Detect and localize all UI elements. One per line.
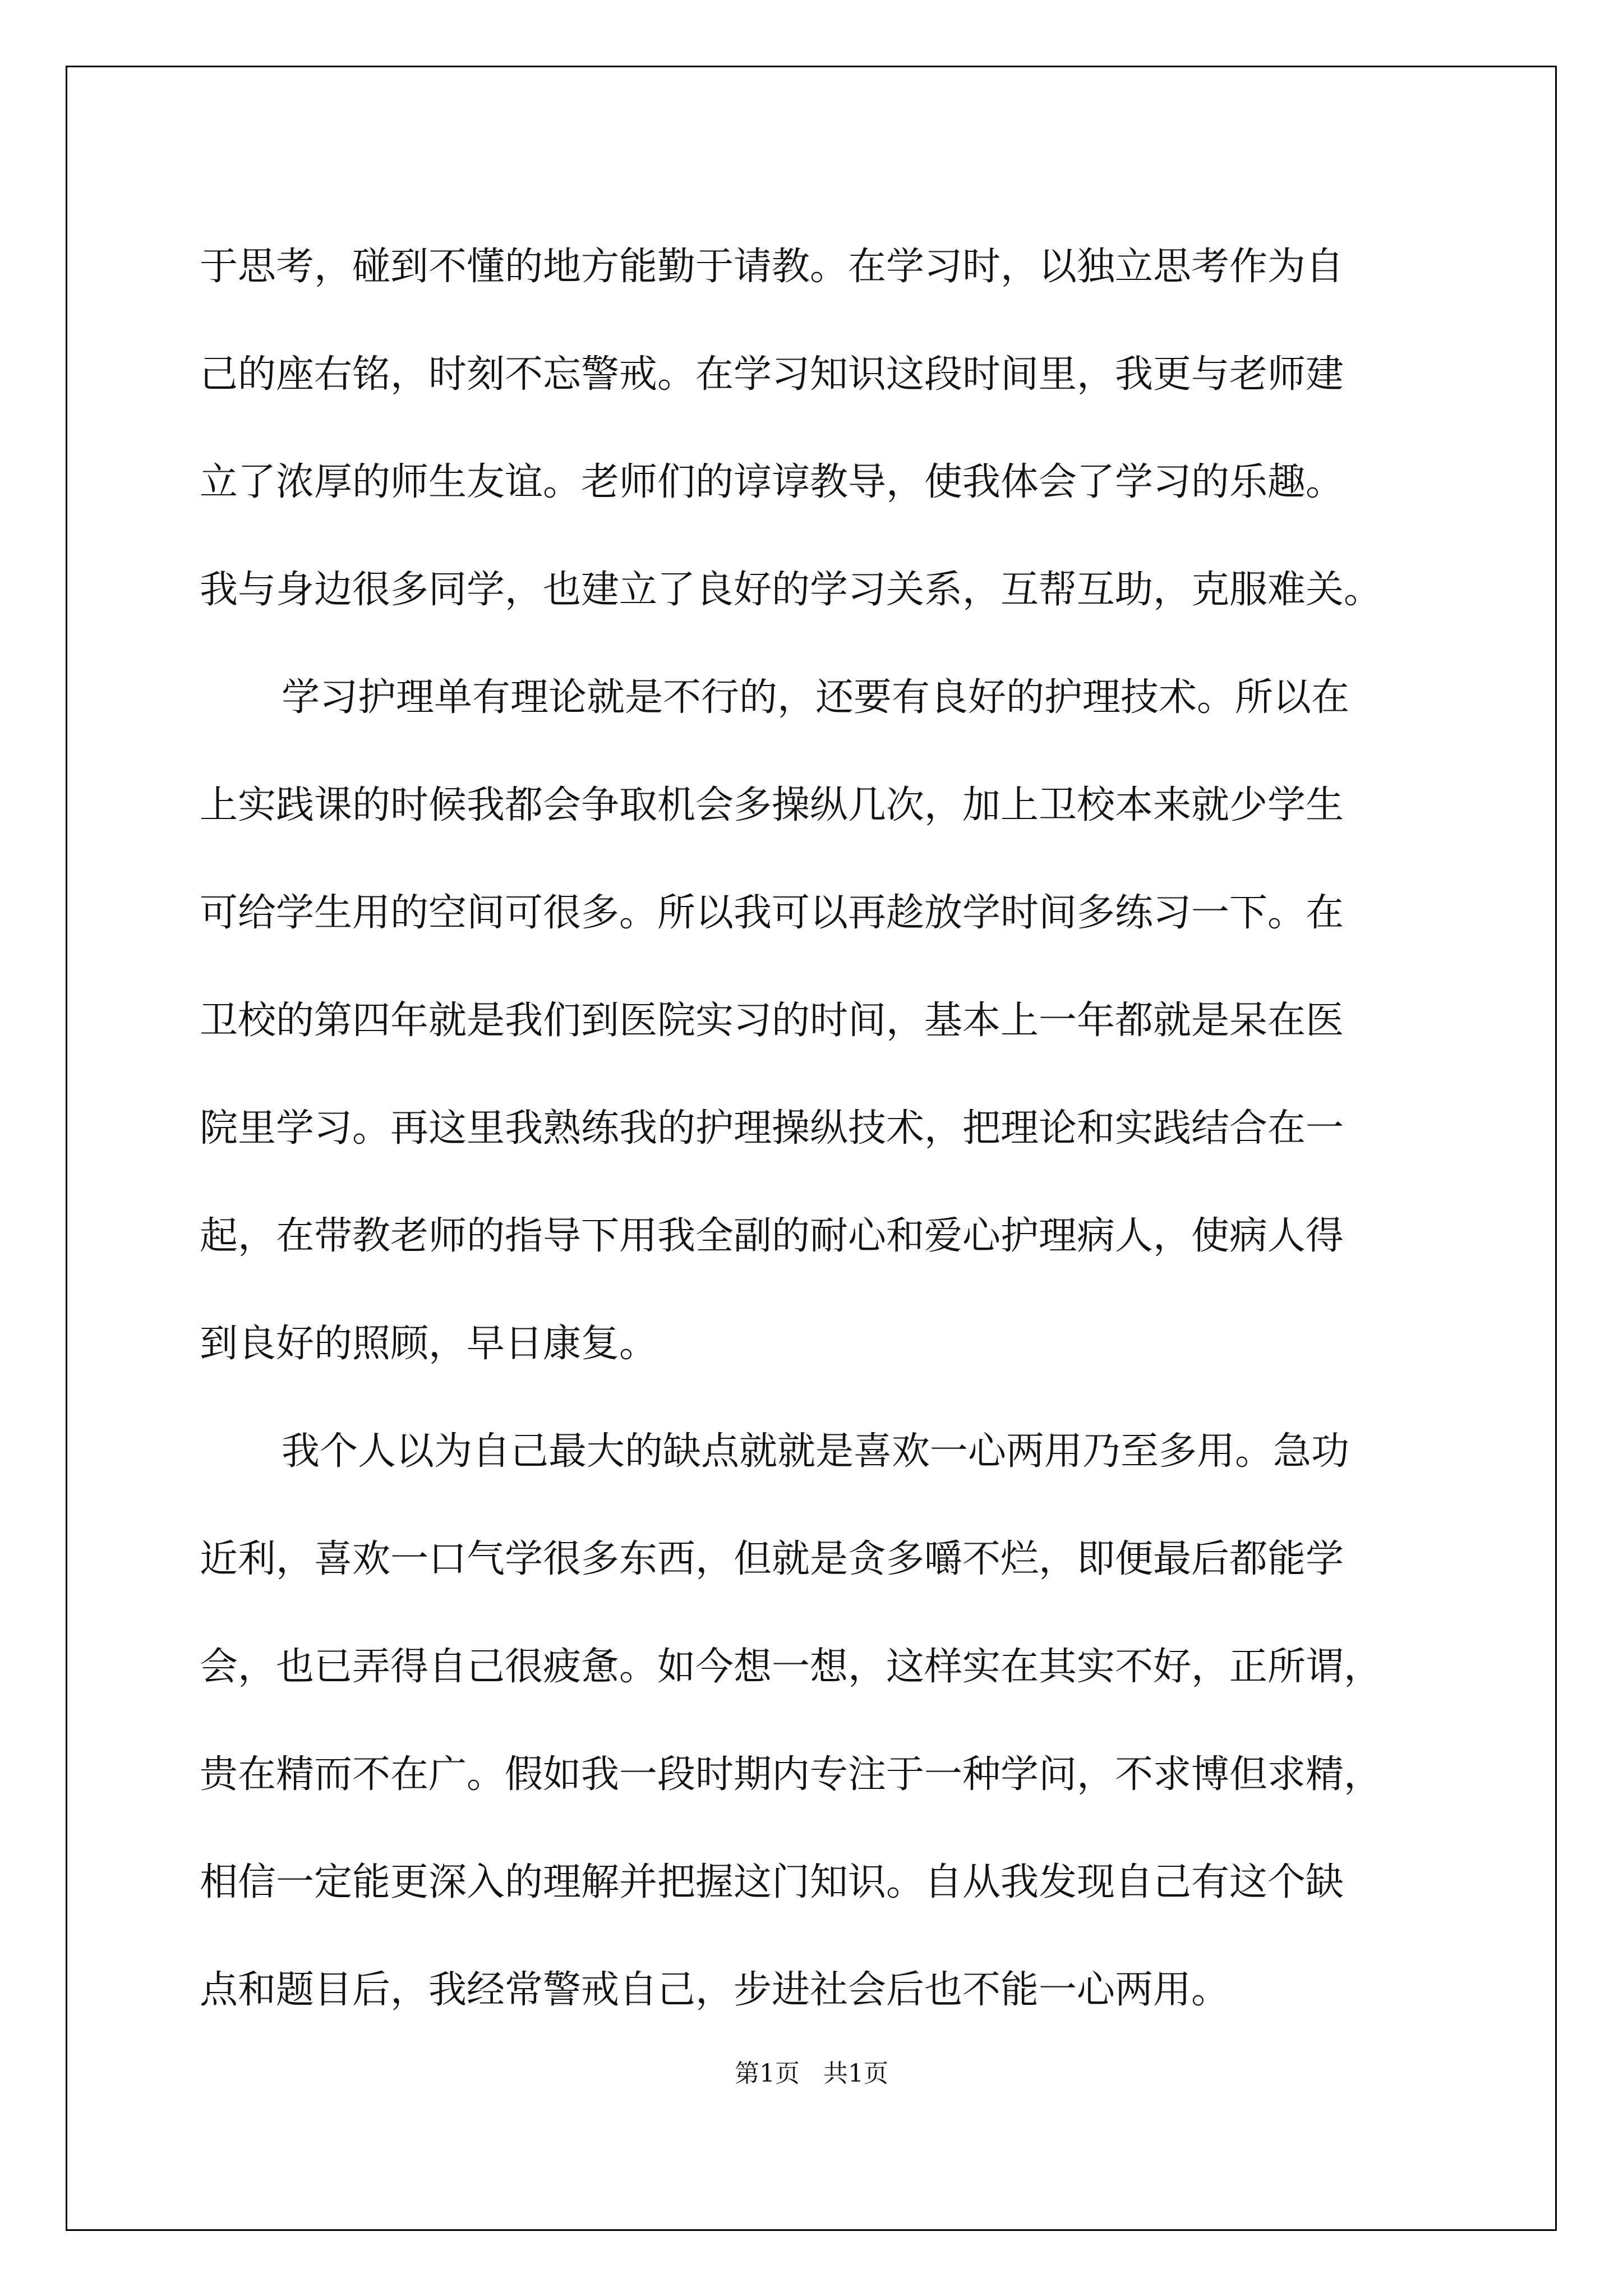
text-line: 相信一定能更深入的理解并把握这门知识。自从我发现自己有这个缺 [200,1860,1344,1904]
text-line: 点和题目后，我经常警戒自己，步进社会后也不能一心两用。 [200,1968,1230,2012]
text-line: 起，在带教老师的指导下用我全副的耐心和爱心护理病人，使病人得 [200,1214,1344,1258]
text-line: 立了浓厚的师生友谊。老师们的谆谆教导，使我体会了学习的乐趣。 [200,460,1344,504]
text-line: 上实践课的时候我都会争取机会多操纵几次，加上卫校本来就少学生 [200,783,1344,827]
text-line: 近利，喜欢一口气学很多东西，但就是贪多嚼不烂，即便最后都能学 [200,1537,1344,1581]
text-line: 学习护理单有理论就是不行的，还要有良好的护理技术。所以在 [282,675,1350,720]
text-line: 卫校的第四年就是我们到医院实习的时间，基本上一年都就是呆在医 [200,999,1344,1043]
text-line: 我个人以为自己最大的缺点就就是喜欢一心两用乃至多用。急功 [282,1429,1350,1474]
page-number-footer: 第1页 共1页 [735,2059,888,2088]
text-line: 到良好的照顾，早日康复。 [200,1322,658,1366]
text-line: 我与身边很多同学，也建立了良好的学习关系，互帮互助，克服难关。 [200,568,1382,612]
text-line: 院里学习。再这里我熟练我的护理操纵技术，把理论和实践结合在一 [200,1106,1344,1151]
document-body [200,213,1433,2044]
text-line: 于思考，碰到不懂的地方能勤于请教。在学习时，以独立思考作为自 [200,245,1344,289]
text-line: 贵在精而不在广。假如我一段时期内专注于一种学问，不求博但求精， [200,1752,1382,1797]
text-line: 可给学生用的空间可很多。所以我可以再趁放学时间多练习一下。在 [200,891,1344,935]
text-line: 己的座右铭，时刻不忘警戒。在学习知识这段时间里，我更与老师建 [200,352,1344,397]
text-line: 会，也已弄得自己很疲惫。如今想一想，这样实在其实不好，正所谓， [200,1645,1382,1689]
